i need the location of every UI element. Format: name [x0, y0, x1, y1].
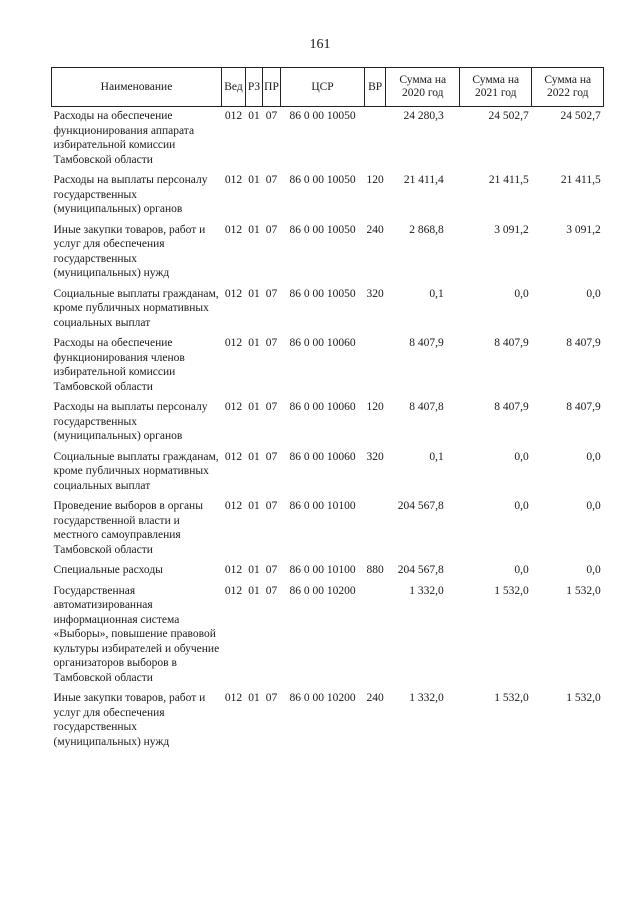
cell-name: Расходы на обеспечение функционирования аппарата избирательной комиссии Тамбовской области — [53, 110, 195, 166]
cell-pr: 07 — [265, 450, 278, 463]
cell-csr: 86 0 00 10050 — [289, 287, 356, 300]
cell-sum-2021: 0,0 — [514, 564, 529, 576]
cell-pr: 07 — [265, 584, 278, 597]
cell-pr: 07 — [265, 110, 278, 122]
cell-rz: 01 — [248, 287, 260, 300]
cell-sum-2021: 0,0 — [514, 450, 529, 463]
cell-csr: 86 0 00 10200 — [289, 584, 356, 597]
cell-sum-2021: 8 407,9 — [494, 401, 529, 413]
cell-name: Социальные выплаты гражданам, кроме публичных нормативных социальных выплат — [53, 450, 219, 492]
cell-ved: 012 — [224, 110, 243, 122]
cell-name: Расходы на выплаты персоналу государственных (муниципальных) органов — [53, 401, 208, 442]
cell-rz: 01 — [248, 450, 260, 463]
cell-csr: 86 0 00 10060 — [289, 401, 356, 413]
cell-ved: 012 — [224, 450, 243, 463]
cell-pr: 07 — [265, 564, 278, 576]
header-sum-2022: Сумма на 2022 год — [532, 68, 604, 107]
page-number: 161 — [309, 37, 331, 52]
cell-vr: 880 — [366, 564, 384, 576]
cell-csr: 86 0 00 10050 — [289, 110, 356, 122]
table-row — [52, 689, 604, 753]
cell-sum-2020: 2 868,8 — [409, 223, 444, 236]
cell-csr: 86 0 00 10200 — [289, 692, 356, 704]
table-row — [52, 221, 604, 285]
cell-pr: 07 — [265, 174, 278, 186]
cell-sum-2022: 24 502,7 — [560, 110, 601, 122]
cell-sum-2021: 8 407,9 — [494, 337, 529, 349]
cell-sum-2021: 1 532,0 — [494, 584, 529, 597]
cell-rz: 01 — [248, 564, 260, 576]
table-row — [52, 171, 604, 221]
cell-rz: 01 — [248, 401, 260, 413]
cell-pr: 07 — [265, 500, 278, 512]
cell-pr: 07 — [265, 223, 278, 236]
header-pr: ПР — [263, 68, 281, 107]
cell-rz: 01 — [248, 584, 260, 597]
cell-sum-2020: 0,1 — [429, 287, 444, 300]
cell-name: Государственная автоматизированная информационная система «Выборы», повышение правовой культуры избирателей и обучение организаторов выборов в Тамбовской области — [53, 584, 220, 684]
cell-sum-2022: 0,0 — [586, 500, 601, 512]
cell-ved: 012 — [224, 500, 243, 512]
cell-vr: 320 — [366, 450, 384, 463]
cell-vr — [365, 107, 386, 172]
cell-sum-2022: 8 407,9 — [566, 337, 601, 349]
cell-vr — [365, 497, 386, 561]
cell-sum-2020: 1 332,0 — [409, 692, 444, 704]
cell-csr: 86 0 00 10060 — [289, 450, 356, 463]
cell-vr: 120 — [366, 401, 384, 413]
table-row — [52, 582, 604, 690]
cell-name: Расходы на выплаты персоналу государственных (муниципальных) органов — [53, 174, 208, 215]
cell-name: Иные закупки товаров, работ и услуг для обеспечения государственных (муниципальных) нужд — [53, 692, 206, 748]
cell-sum-2021: 21 411,5 — [488, 174, 529, 186]
cell-sum-2021: 1 532,0 — [494, 692, 529, 704]
cell-vr — [365, 582, 386, 690]
cell-csr: 86 0 00 10100 — [289, 564, 356, 576]
cell-rz: 01 — [248, 110, 260, 122]
cell-sum-2020: 8 407,9 — [409, 337, 444, 349]
cell-sum-2022: 0,0 — [586, 564, 601, 576]
header-vr: ВР — [365, 68, 386, 107]
table-body — [52, 107, 604, 754]
cell-sum-2020: 21 411,4 — [403, 174, 444, 186]
cell-ved: 012 — [224, 692, 243, 704]
cell-name: Социальные выплаты гражданам, кроме публичных нормативных социальных выплат — [53, 287, 219, 329]
table-row — [52, 285, 604, 335]
cell-vr: 240 — [366, 692, 384, 704]
cell-sum-2022: 1 532,0 — [566, 584, 601, 597]
cell-rz: 01 — [248, 692, 260, 704]
cell-ved: 012 — [224, 223, 243, 236]
cell-name: Иные закупки товаров, работ и услуг для обеспечения государственных (муниципальных) нужд — [53, 223, 206, 279]
cell-rz: 01 — [248, 500, 260, 512]
cell-name: Специальные расходы — [53, 564, 163, 576]
cell-pr: 07 — [265, 337, 278, 349]
cell-name: Проведение выборов в органы государственной власти и местного самоуправления Тамбовской области — [53, 500, 203, 556]
cell-sum-2020: 1 332,0 — [409, 584, 444, 597]
cell-csr: 86 0 00 10060 — [289, 337, 356, 349]
cell-sum-2021: 24 502,7 — [488, 110, 529, 122]
cell-csr: 86 0 00 10100 — [289, 500, 356, 512]
cell-pr: 07 — [265, 692, 278, 704]
header-rz: РЗ — [246, 68, 263, 107]
cell-sum-2022: 8 407,9 — [566, 401, 601, 413]
cell-ved: 012 — [224, 174, 243, 186]
header-csr: ЦСР — [281, 68, 365, 107]
header-sum-2021: Сумма на 2021 год — [460, 68, 532, 107]
cell-sum-2022: 3 091,2 — [566, 223, 601, 236]
cell-sum-2020: 0,1 — [429, 450, 444, 463]
cell-rz: 01 — [248, 337, 260, 349]
cell-ved: 012 — [224, 337, 243, 349]
header-name: Наименование — [52, 68, 222, 107]
cell-csr: 86 0 00 10050 — [289, 174, 356, 186]
cell-sum-2020: 8 407,8 — [409, 401, 444, 413]
cell-vr — [365, 334, 386, 398]
header-ved: Вед — [222, 68, 246, 107]
cell-sum-2022: 21 411,5 — [560, 174, 601, 186]
cell-sum-2021: 0,0 — [514, 287, 529, 300]
table-row — [52, 448, 604, 498]
header-row — [52, 68, 604, 107]
cell-rz: 01 — [248, 223, 260, 236]
cell-sum-2020: 24 280,3 — [403, 110, 444, 122]
budget-table — [51, 67, 604, 753]
table-row — [52, 334, 604, 398]
header-sum-2020: Сумма на 2020 год — [386, 68, 460, 107]
cell-name: Расходы на обеспечение функционирования членов избирательной комиссии Тамбовской области — [53, 337, 185, 393]
cell-sum-2021: 3 091,2 — [494, 223, 529, 236]
cell-ved: 012 — [224, 564, 243, 576]
cell-sum-2021: 0,0 — [514, 500, 529, 512]
cell-sum-2020: 204 567,8 — [397, 500, 444, 512]
cell-sum-2022: 0,0 — [586, 287, 601, 300]
cell-ved: 012 — [224, 584, 243, 597]
cell-sum-2022: 1 532,0 — [566, 692, 601, 704]
table-row — [52, 398, 604, 448]
cell-ved: 012 — [224, 287, 243, 300]
cell-ved: 012 — [224, 401, 243, 413]
cell-sum-2022: 0,0 — [586, 450, 601, 463]
table-row — [52, 561, 604, 582]
cell-csr: 86 0 00 10050 — [289, 223, 356, 236]
cell-vr: 120 — [366, 174, 384, 186]
cell-vr: 240 — [366, 223, 384, 236]
cell-sum-2020: 204 567,8 — [397, 564, 444, 576]
cell-pr: 07 — [265, 401, 278, 413]
table-header — [52, 68, 604, 107]
table-row — [52, 497, 604, 561]
cell-pr: 07 — [265, 287, 278, 300]
cell-rz: 01 — [248, 174, 260, 186]
cell-vr: 320 — [366, 287, 384, 300]
table-row — [52, 107, 604, 172]
